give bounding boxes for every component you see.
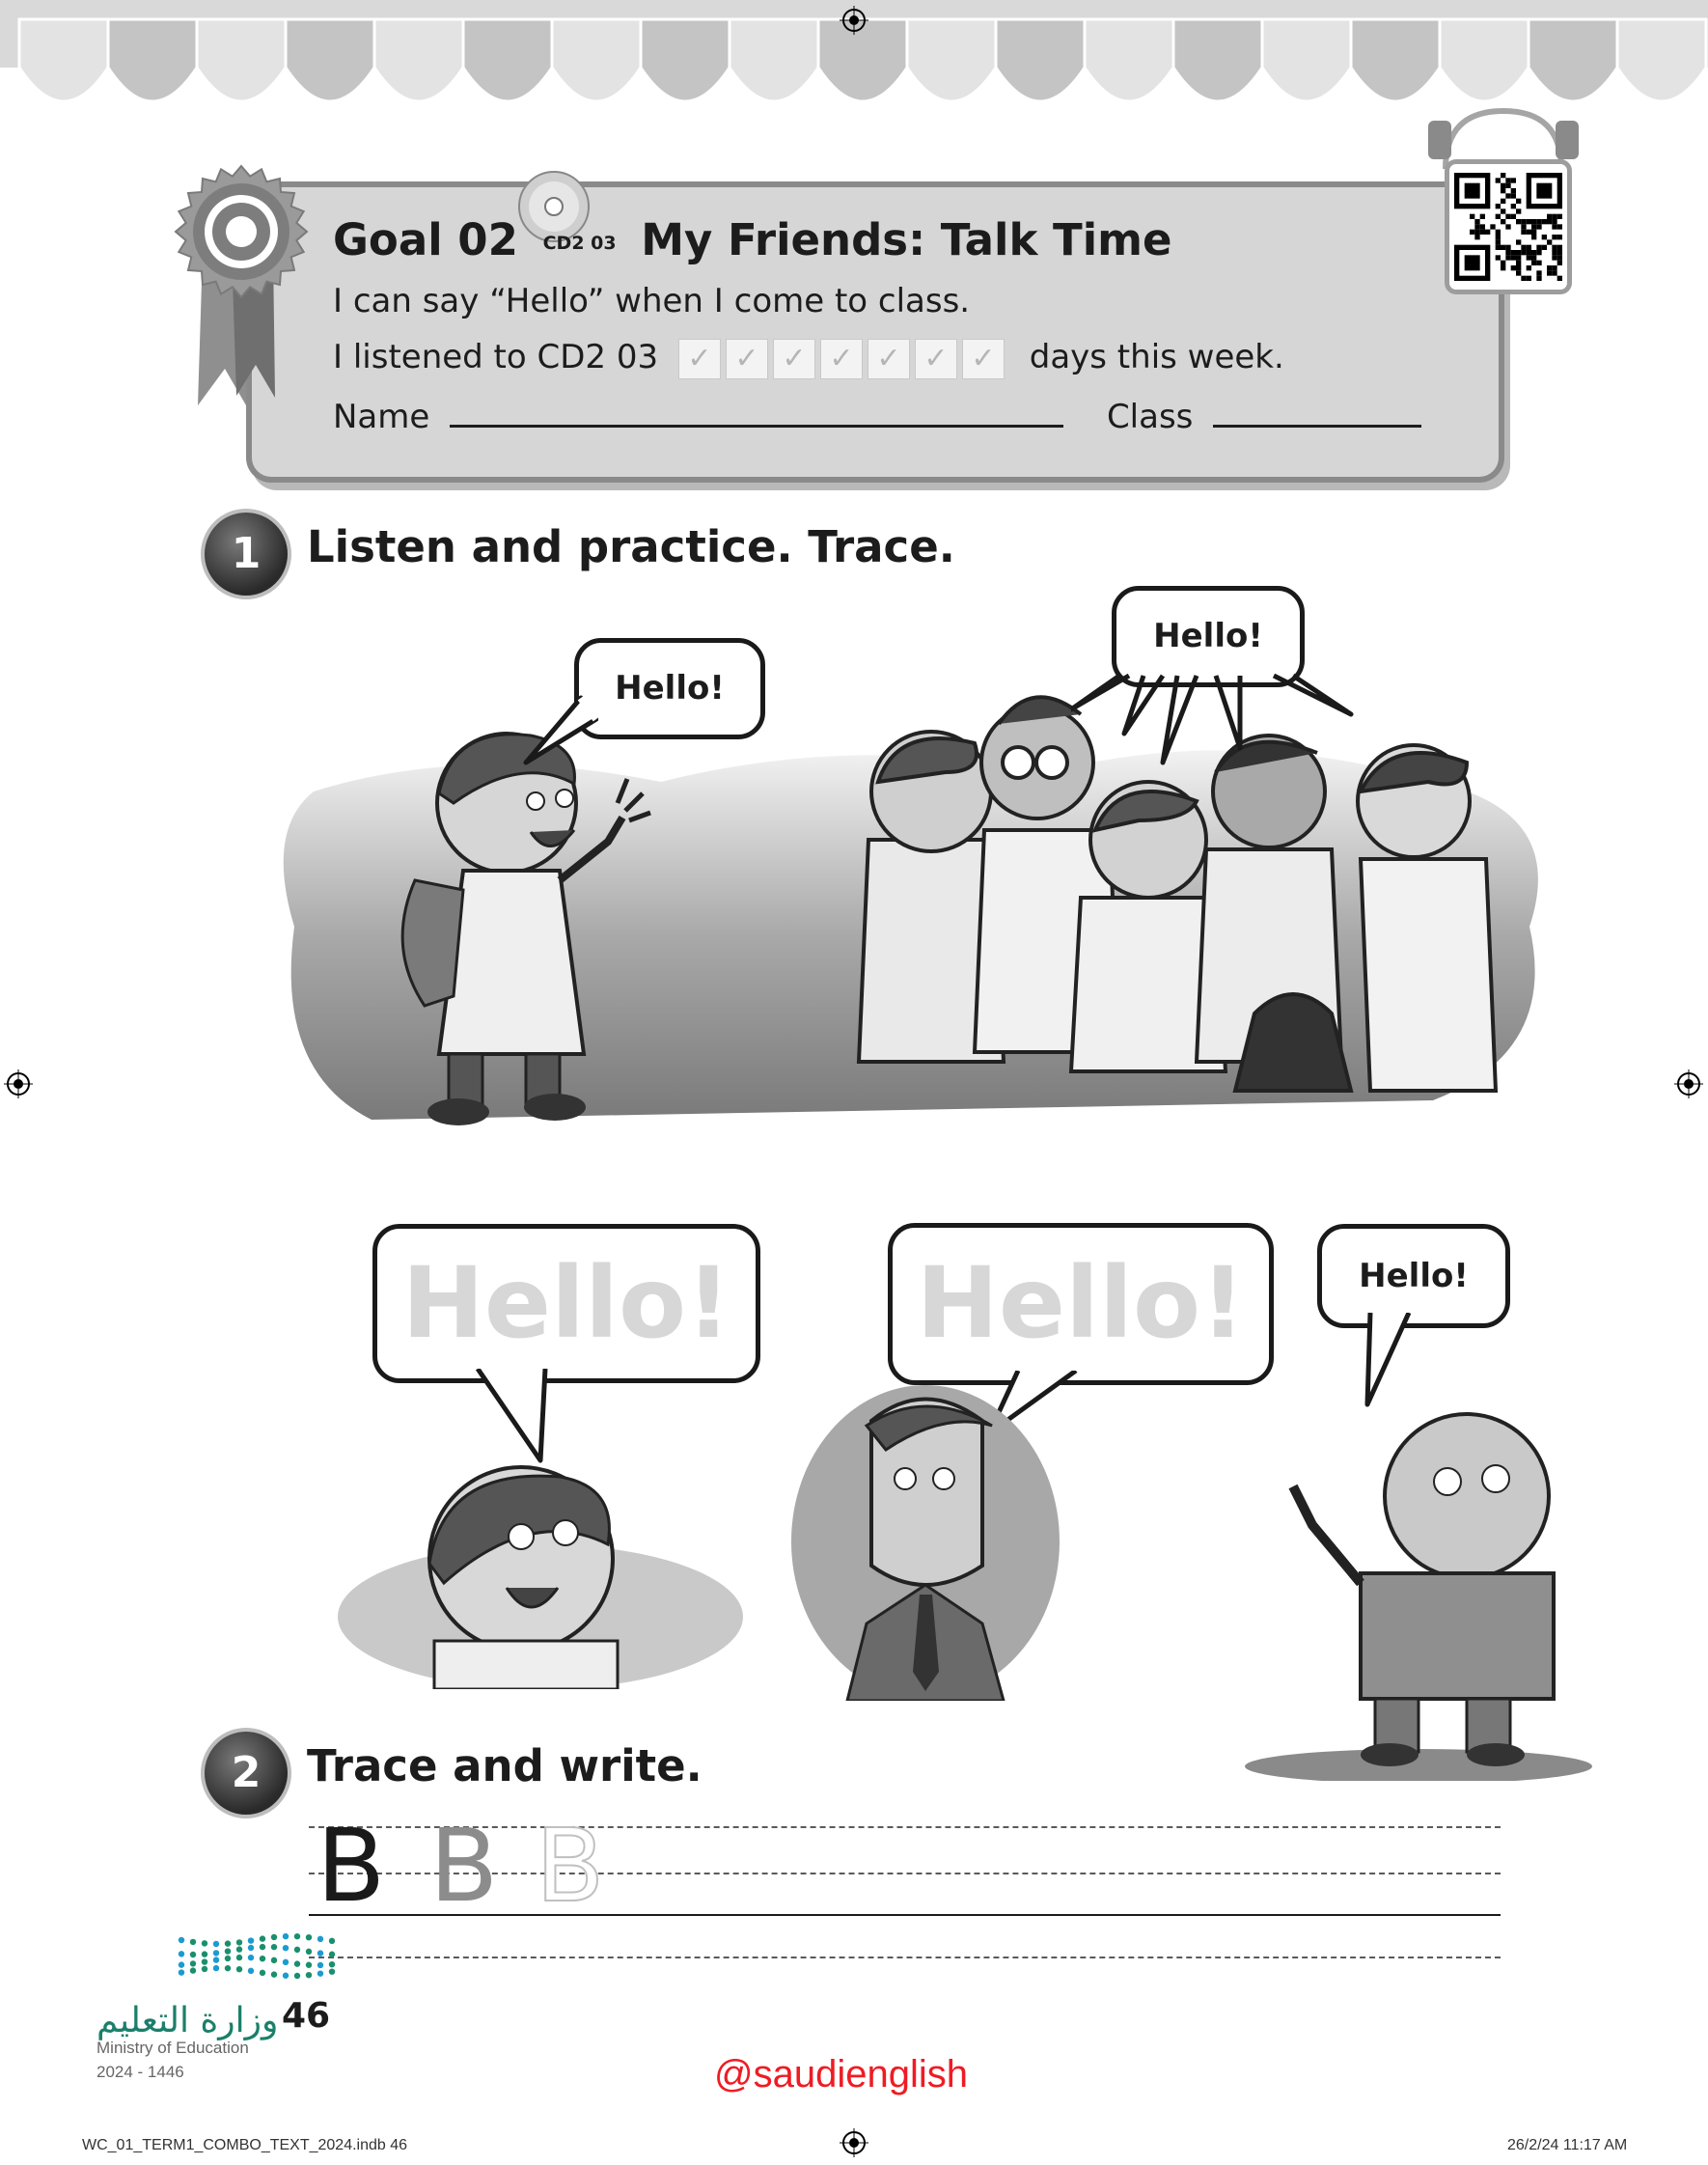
listen-tracker xyxy=(333,338,1284,379)
trace-letter-dotted[interactable]: B xyxy=(536,1807,605,1925)
section-1-number: 1 xyxy=(201,509,291,599)
speech-bubble-text: Hello! xyxy=(1359,1257,1469,1295)
qr-code-icon xyxy=(1454,173,1562,281)
name-class-row xyxy=(333,398,1421,436)
goal-can-say: I can say “Hello” when I come to class. xyxy=(333,282,971,320)
day-checkbox[interactable]: ✓ xyxy=(726,339,768,379)
ministry-logo-icon xyxy=(174,1930,347,1988)
teacher-portrait-illustration xyxy=(789,1382,1061,1701)
goal-heading xyxy=(333,214,1172,265)
section-2-number: 2 xyxy=(201,1728,291,1818)
day-checkbox[interactable]: ✓ xyxy=(868,339,910,379)
trace-letter-model: B xyxy=(317,1807,386,1925)
registration-mark-icon xyxy=(4,1069,33,1098)
speech-bubble-tail xyxy=(1356,1313,1423,1409)
social-handle: @saudienglish xyxy=(714,2053,968,2096)
speech-bubble-text: Hello! xyxy=(615,669,725,708)
goal-title: My Friends: Talk Time xyxy=(641,214,1172,265)
qr-code-frame[interactable] xyxy=(1445,159,1572,294)
day-checkbox[interactable]: ✓ xyxy=(678,339,721,379)
registration-mark-icon xyxy=(840,2128,868,2157)
print-timestamp: 26/2/24 11:17 AM xyxy=(1507,2137,1628,2153)
day-checkbox[interactable]: ✓ xyxy=(915,339,957,379)
ministry-name-arabic: وزارة التعليم xyxy=(96,2001,279,2040)
section-1-title: Listen and practice. Trace. xyxy=(307,521,955,572)
registration-mark-icon xyxy=(840,6,868,35)
day-checkboxes xyxy=(678,338,1009,376)
boy-waving-illustration xyxy=(386,726,656,1131)
page-number: 46 xyxy=(282,1996,331,2036)
day-checkbox[interactable]: ✓ xyxy=(820,339,863,379)
goal-label: Goal 02 xyxy=(333,214,518,265)
listen-suffix: days this week. xyxy=(1029,338,1284,376)
name-field[interactable] xyxy=(450,425,1063,428)
class-field[interactable] xyxy=(1213,425,1421,428)
print-file-info: WC_01_TERM1_COMBO_TEXT_2024.indb 46 xyxy=(82,2137,408,2153)
trace-bubble-2 xyxy=(888,1223,1274,1385)
speech-bubble-tails xyxy=(1071,656,1361,772)
writing-guide-bottom xyxy=(309,1957,1501,1958)
ministry-years: 2024 - 1446 xyxy=(96,2063,184,2081)
speech-bubble-text: Hello! xyxy=(1153,617,1263,655)
trace-word[interactable]: Hello! xyxy=(916,1246,1246,1361)
listen-prefix: I listened to CD2 03 xyxy=(333,338,659,376)
bear-waving-illustration xyxy=(1245,1409,1592,1781)
speech-bubble-tail xyxy=(521,690,598,767)
day-checkbox[interactable]: ✓ xyxy=(962,339,1005,379)
ministry-name-english: Ministry of Education xyxy=(96,2039,249,2057)
cd-track-label: CD2 03 xyxy=(542,233,617,254)
section-2-title: Trace and write. xyxy=(307,1740,702,1791)
registration-mark-icon xyxy=(1674,1069,1703,1098)
name-label: Name xyxy=(333,398,430,436)
trace-letter-gray[interactable]: B xyxy=(429,1807,499,1925)
day-checkbox[interactable]: ✓ xyxy=(773,339,815,379)
speech-bubble-boy xyxy=(574,638,765,739)
class-label: Class xyxy=(1106,398,1194,436)
gear-rosette-icon xyxy=(159,145,314,415)
boy-portrait-illustration xyxy=(338,1448,743,1689)
trace-word[interactable]: Hello! xyxy=(401,1246,731,1361)
trace-bubble-1 xyxy=(372,1224,760,1383)
